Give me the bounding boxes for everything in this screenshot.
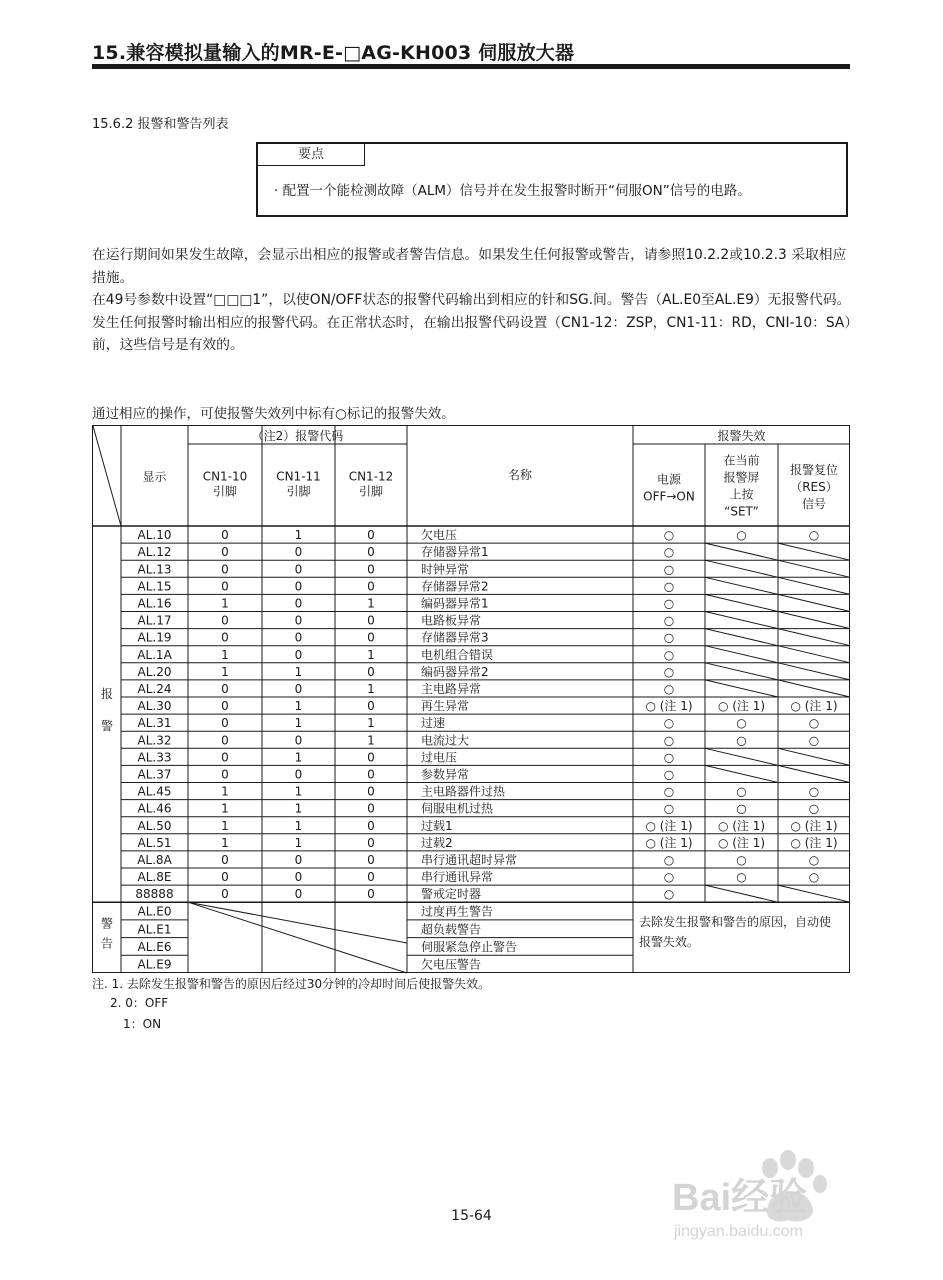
alarm-power-reset-20: ○ xyxy=(663,870,675,885)
alarm-code-11: AL.31 xyxy=(137,716,172,731)
not-available-slash xyxy=(705,577,778,594)
key-point-label: 要点 xyxy=(258,144,365,166)
alarm-cn1-10-20: 0 xyxy=(221,870,229,885)
alarm-power-reset-15: ○ xyxy=(663,784,675,799)
not-available-slash xyxy=(705,646,778,663)
alarm-power-reset-18: ○ (注 1) xyxy=(645,835,693,850)
alarm-name-11: 过速 xyxy=(421,716,446,731)
alarm-cn1-10-14: 0 xyxy=(221,767,229,782)
alarm-power-reset-11: ○ xyxy=(663,716,675,731)
alarm-power-reset-2: ○ xyxy=(663,562,675,577)
alarm-set-reset-19: ○ xyxy=(736,852,747,867)
alarm-code-2: AL.13 xyxy=(137,562,172,577)
alarm-cn1-12-8: 0 xyxy=(367,664,375,679)
alarm-name-19: 串行通讯超时异常 xyxy=(421,852,518,867)
alarm-cn1-11-12: 0 xyxy=(294,733,303,748)
alarm-cn1-12-15: 0 xyxy=(367,784,375,799)
chapter-title: 15.兼容模拟量输入的MR-E-□AG-KH003 伺服放大器 xyxy=(92,42,575,64)
alarm-cn1-12-2: 0 xyxy=(367,562,375,577)
alarm-cn1-12-10: 0 xyxy=(367,699,375,714)
alarm-cn1-12-4: 1 xyxy=(367,596,375,611)
alarm-cn1-11-17: 1 xyxy=(294,818,303,833)
alarm-cn1-11-1: 0 xyxy=(294,545,303,560)
warning-reset-text-2: 报警失效。 xyxy=(639,935,700,950)
not-available-slash xyxy=(705,560,778,577)
table-caption: 通过相应的操作，可使报警失效列中标有○标记的报警失效。 xyxy=(92,406,455,422)
alarm-power-reset-14: ○ xyxy=(663,767,675,782)
key-point-box xyxy=(256,142,848,217)
alarm-code-6: AL.19 xyxy=(137,630,172,645)
not-available-slash xyxy=(705,765,778,782)
header-cn1-12: 引脚 xyxy=(358,484,384,499)
not-available-slash xyxy=(705,885,778,902)
alarm-cn1-11-11: 1 xyxy=(294,716,303,731)
alarm-name-17: 过载1 xyxy=(421,818,453,833)
alarm-cn1-11-13: 1 xyxy=(294,750,303,765)
alarm-cn1-10-5: 0 xyxy=(221,613,229,628)
alarm-cn1-11-19: 0 xyxy=(294,852,303,867)
alarm-cn1-11-18: 1 xyxy=(294,835,303,850)
alarm-power-reset-7: ○ xyxy=(663,647,675,662)
alarm-res-reset-20: ○ xyxy=(808,870,820,885)
alarm-code-0: AL.10 xyxy=(137,528,172,543)
alarm-set-reset-18: ○ (注 1) xyxy=(717,835,766,850)
alarm-code-21: 88888 xyxy=(135,887,174,902)
header-cn1-10: CN1-10 xyxy=(202,469,248,484)
alarm-cn1-11-7: 0 xyxy=(294,647,303,662)
alarm-res-reset-17: ○ (注 1) xyxy=(790,818,838,833)
alarm-name-6: 存储器异常3 xyxy=(421,630,489,645)
alarm-res-reset-11: ○ xyxy=(808,716,820,731)
watermark-brand: Bai经验 xyxy=(672,1177,808,1219)
alarm-cn1-11-21: 0 xyxy=(294,887,303,902)
alarm-cn1-12-16: 0 xyxy=(367,801,375,816)
alarm-cn1-10-7: 1 xyxy=(221,647,229,662)
header-press-set: 在当前 xyxy=(723,453,760,468)
not-available-slash xyxy=(778,560,850,577)
alarm-name-7: 电机组合错误 xyxy=(421,647,494,662)
alarm-power-reset-3: ○ xyxy=(663,579,675,594)
alarm-name-20: 串行通讯异常 xyxy=(421,870,494,885)
table-grid xyxy=(93,426,851,974)
not-available-slash xyxy=(705,748,778,765)
alarm-name-18: 过载2 xyxy=(421,835,453,850)
alarm-set-reset-20: ○ xyxy=(736,870,747,885)
alarm-cn1-10-17: 1 xyxy=(221,818,229,833)
alarm-cn1-10-6: 0 xyxy=(221,630,229,645)
alarm-cn1-10-18: 1 xyxy=(221,835,229,850)
alarm-code-10: AL.30 xyxy=(137,699,172,714)
alarm-set-reset-15: ○ xyxy=(736,784,747,799)
alarm-cn1-10-3: 0 xyxy=(221,579,229,594)
header-press-set: 上按 xyxy=(729,487,754,502)
alarm-code-1: AL.12 xyxy=(137,545,172,560)
alarm-name-1: 存储器异常1 xyxy=(421,545,489,560)
alarm-cn1-11-3: 0 xyxy=(294,579,303,594)
alarm-name-0: 欠电压 xyxy=(421,528,458,543)
alarm-code-17: AL.50 xyxy=(137,818,172,833)
warning-name-3: 欠电压警告 xyxy=(421,957,482,972)
parameter-paragraph: 在49号参数中设置“□□□1”，以使ON/OFF状态的报警代码输出到相应的针和SG.间。警告（AL.E0至AL.E9）无报警代码。发生任何报警时输出相应的报警代码。在正常状态时，在输出报警代码设置（CN1-12：ZSP，CN1-11：RD，CNI-10：SA）前，这些信号是有效的。 xyxy=(92,292,852,353)
alarm-res-reset-12: ○ xyxy=(808,733,820,748)
alarm-name-2: 时钟异常 xyxy=(421,562,470,577)
alarm-set-reset-12: ○ xyxy=(736,733,747,748)
alarm-cn1-12-12: 1 xyxy=(367,733,375,748)
alarm-set-reset-16: ○ xyxy=(736,801,747,816)
alarm-power-reset-21: ○ xyxy=(663,887,675,902)
alarm-res-reset-15: ○ xyxy=(808,784,820,799)
alarm-cn1-10-13: 0 xyxy=(221,750,229,765)
alarm-cn1-11-15: 1 xyxy=(294,784,303,799)
alarm-cn1-11-4: 0 xyxy=(294,596,303,611)
alarm-cn1-11-10: 1 xyxy=(294,699,303,714)
alarm-name-16: 伺服电机过热 xyxy=(421,801,494,816)
alarm-name-10: 再生异常 xyxy=(421,699,470,714)
not-available-slash xyxy=(778,577,850,594)
alarm-name-12: 电流过大 xyxy=(421,733,470,748)
alarm-code-12: AL.32 xyxy=(137,733,172,748)
alarm-cn1-10-16: 1 xyxy=(221,801,229,816)
not-available-slash xyxy=(778,663,850,680)
alarm-code-4: AL.16 xyxy=(137,596,172,611)
alarm-code-3: AL.15 xyxy=(137,579,172,594)
note-1: 注. 1. 去除发生报警和警告的原因后经过30分钟的冷却时间后使报警失效。 xyxy=(92,977,491,991)
alarm-power-reset-8: ○ xyxy=(663,664,675,679)
alarm-cn1-11-14: 0 xyxy=(294,767,303,782)
alarm-name-14: 参数异常 xyxy=(421,767,470,782)
alarm-res-reset-19: ○ xyxy=(808,852,820,867)
alarm-code-13: AL.33 xyxy=(137,750,172,765)
alarm-cn1-12-5: 0 xyxy=(367,613,375,628)
warning-code-0: AL.E0 xyxy=(137,904,172,919)
alarm-cn1-12-21: 0 xyxy=(367,887,375,902)
alarm-power-reset-0: ○ xyxy=(663,528,675,543)
header-res-signal: 报警复位 xyxy=(789,463,839,477)
alarm-res-reset-18: ○ (注 1) xyxy=(790,835,838,850)
header-press-set: “SET” xyxy=(724,504,759,519)
alarm-cn1-10-2: 0 xyxy=(221,562,229,577)
alarm-power-reset-19: ○ xyxy=(663,852,675,867)
alarm-cn1-10-11: 0 xyxy=(221,716,229,731)
warning-code-1: AL.E1 xyxy=(137,922,172,937)
not-available-slash xyxy=(778,594,850,611)
group-label-alarm: 报 xyxy=(100,687,114,702)
alarm-name-3: 存储器异常2 xyxy=(421,579,489,594)
watermark-url: jingyan.baidu.com xyxy=(674,1223,803,1240)
not-available-slash xyxy=(705,680,778,697)
alarm-power-reset-9: ○ xyxy=(663,681,675,696)
alarm-name-21: 警戒定时器 xyxy=(421,887,482,902)
not-available-slash xyxy=(705,543,778,560)
baidu-watermark xyxy=(672,1148,892,1248)
header-cn1-12: CN1-12 xyxy=(348,469,394,484)
not-available-slash xyxy=(705,612,778,629)
key-point-text: · 配置一个能检测故障（ALM）信号并在发生报警时断开“伺服ON”信号的电路。 xyxy=(274,183,751,199)
alarm-cn1-11-0: 1 xyxy=(294,528,303,543)
alarm-code-5: AL.17 xyxy=(137,613,172,628)
not-available-slash xyxy=(778,680,850,697)
alarm-cn1-12-19: 0 xyxy=(367,852,375,867)
warning-name-0: 过度再生警告 xyxy=(421,904,494,919)
not-available-slash xyxy=(705,629,778,646)
alarm-cn1-10-15: 1 xyxy=(221,784,229,799)
alarm-res-reset-16: ○ xyxy=(808,801,820,816)
header-diagonal xyxy=(93,426,121,526)
alarm-cn1-11-5: 0 xyxy=(294,613,303,628)
alarm-code-8: AL.20 xyxy=(137,664,172,679)
alarm-power-reset-5: ○ xyxy=(663,613,675,628)
not-available-slash xyxy=(778,629,850,646)
warning-name-2: 伺服紧急停止警告 xyxy=(421,939,518,954)
alarm-cn1-12-20: 0 xyxy=(367,870,375,885)
header-cn1-11: CN1-11 xyxy=(276,469,321,484)
alarm-code-19: AL.8A xyxy=(137,852,172,867)
alarm-cn1-12-1: 0 xyxy=(367,545,375,560)
header-name: 名称 xyxy=(507,468,533,482)
alarm-cn1-11-9: 0 xyxy=(294,681,303,696)
alarm-cn1-12-9: 1 xyxy=(367,681,375,696)
header-display: 显示 xyxy=(142,470,167,484)
alarm-warning-table xyxy=(92,425,850,973)
header-res-signal: （RES） xyxy=(790,480,838,494)
group-label-alarm: 警 xyxy=(100,719,114,734)
alarm-code-18: AL.51 xyxy=(137,835,172,850)
alarm-res-reset-0: ○ xyxy=(808,528,820,543)
alarm-name-9: 主电路异常 xyxy=(421,681,482,696)
alarm-cn1-12-14: 0 xyxy=(367,767,375,782)
not-available-slash xyxy=(778,612,850,629)
alarm-set-reset-10: ○ (注 1) xyxy=(717,699,766,714)
alarm-power-reset-16: ○ xyxy=(663,801,675,816)
not-available-slash xyxy=(705,663,778,680)
alarm-power-reset-17: ○ (注 1) xyxy=(645,818,693,833)
alarm-code-9: AL.24 xyxy=(137,681,172,696)
group-label-warning: 警 xyxy=(100,916,114,931)
alarm-cn1-12-0: 0 xyxy=(367,528,375,543)
alarm-res-reset-10: ○ (注 1) xyxy=(790,699,838,714)
alarm-cn1-10-10: 0 xyxy=(221,699,229,714)
alarm-cn1-10-1: 0 xyxy=(221,545,229,560)
alarm-cn1-10-0: 0 xyxy=(221,528,229,543)
header-alarm-reset: 报警失效 xyxy=(717,429,766,443)
alarm-cn1-12-7: 1 xyxy=(367,647,375,662)
alarm-cn1-12-11: 1 xyxy=(367,716,375,731)
alarm-name-4: 编码器异常1 xyxy=(421,596,489,611)
alarm-code-20: AL.8E xyxy=(137,870,172,885)
alarm-cn1-10-4: 1 xyxy=(221,596,229,611)
alarm-cn1-11-8: 1 xyxy=(294,664,303,679)
alarm-power-reset-12: ○ xyxy=(663,733,675,748)
alarm-code-16: AL.46 xyxy=(137,801,172,816)
warning-reset-text-1: 去除发生报警和警告的原因，自动使 xyxy=(639,915,832,930)
no-code-diagonal xyxy=(188,902,407,943)
intro-paragraph: 在运行期间如果发生故障，会显示出相应的报警或者警告信息。如果发生任何报警或警告，请参照10.2.2或10.2.3 采取相应措施。 xyxy=(92,247,847,286)
alarm-power-reset-13: ○ xyxy=(663,750,675,765)
alarm-code-7: AL.1A xyxy=(137,647,172,662)
section-title: 15.6.2 报警和警告列表 xyxy=(92,117,229,132)
alarm-power-reset-10: ○ (注 1) xyxy=(645,699,693,714)
header-cn1-11: 引脚 xyxy=(286,484,311,499)
alarm-cn1-10-21: 0 xyxy=(221,887,229,902)
note-2: 2. 0：OFF xyxy=(110,996,169,1010)
alarm-code-14: AL.37 xyxy=(137,767,172,782)
warning-code-2: AL.E6 xyxy=(137,939,172,954)
alarm-set-reset-17: ○ (注 1) xyxy=(717,818,766,833)
header-res-signal: 信号 xyxy=(801,497,827,511)
alarm-cn1-11-6: 0 xyxy=(294,630,303,645)
warning-code-3: AL.E9 xyxy=(137,957,172,972)
not-available-slash xyxy=(778,646,850,663)
not-available-slash xyxy=(778,748,850,765)
alarm-name-5: 电路板异常 xyxy=(421,613,482,628)
not-available-slash xyxy=(778,543,850,560)
header-power-off-on: 电源 xyxy=(656,472,682,487)
not-available-slash xyxy=(705,594,778,611)
alarm-cn1-12-3: 0 xyxy=(367,579,375,594)
alarm-cn1-11-2: 0 xyxy=(294,562,303,577)
alarm-name-15: 主电路器件过热 xyxy=(421,784,506,799)
alarm-cn1-12-13: 0 xyxy=(367,750,375,765)
not-available-slash xyxy=(778,765,850,782)
no-code-diagonal xyxy=(188,902,407,973)
alarm-cn1-12-18: 0 xyxy=(367,835,375,850)
header-alarm-code: （注2）报警代码 xyxy=(251,429,344,443)
page-number: 15-64 xyxy=(451,1208,492,1224)
alarm-power-reset-6: ○ xyxy=(663,630,675,645)
header-power-off-on: OFF→ON xyxy=(643,489,695,504)
chapter-rule xyxy=(92,64,850,69)
alarm-power-reset-4: ○ xyxy=(663,596,675,611)
header-cn1-10: 引脚 xyxy=(212,484,238,499)
alarm-cn1-12-6: 0 xyxy=(367,630,375,645)
alarm-cn1-11-16: 1 xyxy=(294,801,303,816)
alarm-name-13: 过电压 xyxy=(421,750,458,765)
alarm-cn1-10-8: 1 xyxy=(221,664,229,679)
alarm-cn1-10-9: 0 xyxy=(221,681,229,696)
not-available-slash xyxy=(778,885,850,902)
alarm-set-reset-0: ○ xyxy=(736,528,747,543)
note-3: 1：ON xyxy=(123,1017,162,1031)
alarm-cn1-10-19: 0 xyxy=(221,852,229,867)
warning-name-1: 超负载警告 xyxy=(421,922,482,937)
alarm-cn1-12-17: 0 xyxy=(367,818,375,833)
alarm-cn1-11-20: 0 xyxy=(294,870,303,885)
alarm-cn1-10-12: 0 xyxy=(221,733,229,748)
alarm-name-8: 编码器异常2 xyxy=(421,664,489,679)
alarm-set-reset-11: ○ xyxy=(736,716,747,731)
alarm-code-15: AL.45 xyxy=(137,784,172,799)
group-label-warning: 告 xyxy=(100,936,114,951)
alarm-power-reset-1: ○ xyxy=(663,545,675,560)
header-press-set: 报警屏 xyxy=(723,470,760,485)
